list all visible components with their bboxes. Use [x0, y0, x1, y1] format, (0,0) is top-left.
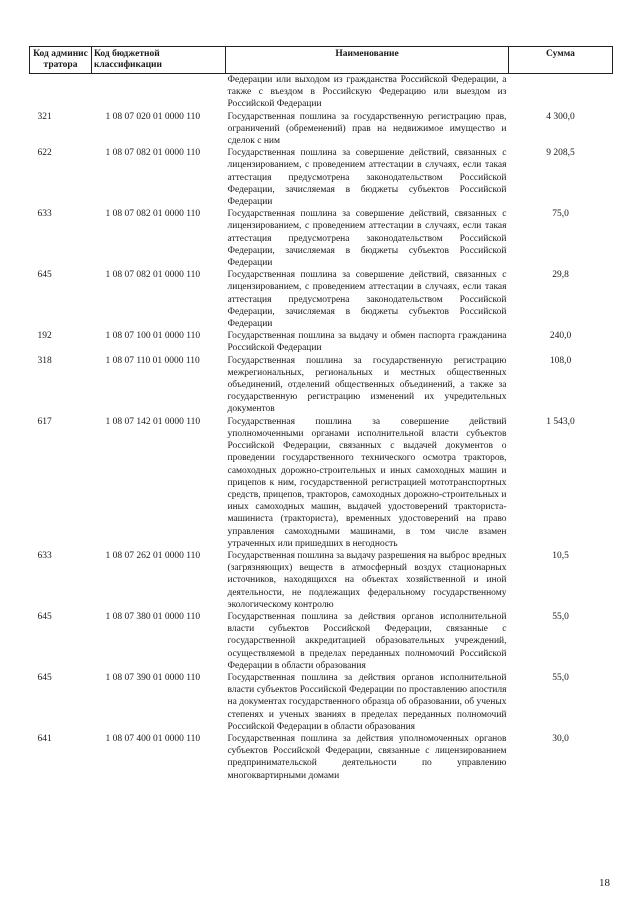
name-cell: Государственная пошлина за выдачу и обмен паспорта гражданина Российской Федерации — [227, 331, 507, 354]
name-cell: Государственная пошлина за государственную регистрацию межрегиональных, региональных и местных общественных объединений, отделений общественных объединений, а также за государственную регистрацию изменений их учредительных документов — [227, 355, 507, 415]
name-cell: Государственная пошлина за государственную регистрацию прав, ограничений (обременений) прав на недвижимое имущество и сделок с ним — [227, 111, 507, 147]
table-row — [30, 147, 613, 208]
amount-cell: 29,8 — [552, 270, 569, 281]
header-admin-code: Код админис тратора — [30, 47, 92, 74]
budget-code-cell: 1 08 07 380 01 0000 110 — [105, 611, 201, 622]
table-row — [30, 269, 613, 330]
amount-cell: 75,0 — [552, 209, 569, 220]
header-budget-code: Код бюджетной классификации — [92, 47, 226, 74]
table-row — [30, 330, 613, 354]
budget-code-cell: 1 08 07 142 01 0000 110 — [105, 416, 201, 427]
admin-code-cell: 192 — [37, 331, 52, 342]
name-cell: Государственная пошлина за действия уполномоченных органов субъектов Российской Федерации, связанные с лицензированием предпринимательской деятельности по управлению многоквартирными домами — [227, 733, 507, 781]
budget-code-cell: 1 08 07 400 01 0000 110 — [105, 733, 201, 744]
budget-code-cell: 1 08 07 082 01 0000 110 — [105, 270, 201, 281]
name-cell: Государственная пошлина за совершение действий уполномоченными органами исполнительной власти субъектов Российской Федерации, связанных с выдачей документов о проведении государственного технического осмотра тракторов, самоходных дорожно-строительных и иных самоходных машин и прицепов к ним, государственной регистрацией мототранспортных средств, прицепов, тракторов, самоходных дорожно-строительных и иных самоходных машин, выдачей удостоверений тракториста-машиниста (тракториста), временных удостоверений на право управления самоходными машинами, в том числе взамен утраченных или пришедших в негодность — [227, 416, 507, 549]
table-header-row — [30, 47, 613, 74]
table-row — [30, 550, 613, 611]
budget-code-cell: 1 08 07 100 01 0000 110 — [105, 331, 201, 342]
admin-code-cell: 645 — [37, 672, 52, 683]
amount-cell: 240,0 — [549, 331, 572, 342]
amount-cell: 108,0 — [549, 355, 572, 366]
table-row — [30, 416, 613, 550]
header-amount: Сумма — [509, 47, 613, 74]
admin-code-cell: 641 — [37, 733, 52, 744]
name-cell: Государственная пошлина за выдачу разрешения на выброс вредных (загрязняющих) веществ в атмосферный воздух стационарных источников, находящихся на объектах хозяйственной и иной деятельности, не подлежащих федеральному государственному экологическому контролю — [227, 550, 507, 610]
name-cell: Государственная пошлина за совершение действий, связанных с лицензированием, с проведением аттестации в случаях, если такая аттестация предусмотрена законодательством Российской Федерации, зачисляемая в бюджеты субъектов Российской Федерации — [227, 148, 507, 208]
budget-code-cell: 1 08 07 262 01 0000 110 — [105, 550, 201, 561]
budget-revenue-table — [29, 46, 613, 782]
table-row — [30, 672, 613, 733]
amount-cell: 30,0 — [552, 733, 569, 744]
table-row — [30, 111, 613, 148]
table-row — [30, 208, 613, 269]
name-cell: Государственная пошлина за совершение действий, связанных с лицензированием, с проведением аттестации в случаях, если такая аттестация предусмотрена законодательством Российской Федерации, зачисляемая в бюджеты субъектов Российской Федерации — [227, 270, 507, 330]
admin-code-cell: 622 — [37, 148, 52, 159]
admin-code-cell: 633 — [37, 209, 52, 220]
budget-code-cell: 1 08 07 082 01 0000 110 — [105, 209, 201, 220]
admin-code-cell: 318 — [37, 355, 52, 366]
amount-cell: 55,0 — [552, 611, 569, 622]
budget-code-cell: 1 08 07 020 01 0000 110 — [105, 111, 201, 122]
name-cell: Государственная пошлина за совершение действий, связанных с лицензированием, с проведением аттестации в случаях, если такая аттестация предусмотрена законодательством Российской Федерации, зачисляемая в бюджеты субъектов Российской Федерации — [227, 209, 507, 269]
admin-code-cell: 645 — [37, 611, 52, 622]
table-row — [30, 733, 613, 782]
amount-cell: 55,0 — [552, 672, 569, 683]
admin-code-cell: 321 — [37, 111, 52, 122]
table-body — [30, 74, 613, 782]
header-name: Наименование — [226, 47, 509, 74]
amount-cell: 10,5 — [552, 550, 569, 561]
page-number: 18 — [599, 877, 610, 889]
budget-code-cell: 1 08 07 390 01 0000 110 — [105, 672, 201, 683]
table-row — [30, 611, 613, 672]
budget-code-cell: 1 08 07 110 01 0000 110 — [105, 355, 200, 366]
amount-cell: 4 300,0 — [546, 111, 575, 122]
continuation-row — [30, 74, 613, 111]
amount-cell: 1 543,0 — [546, 416, 575, 427]
admin-code-cell: 645 — [37, 270, 52, 281]
budget-code-cell: 1 08 07 082 01 0000 110 — [105, 148, 201, 159]
name-cell: Государственная пошлина за действия органов исполнительной власти субъектов Российской Федерации, связанные с государственной аккредитацией образовательных учреждений, осуществляемой в пределах переданных полномочий Российской Федерации в области образования — [227, 611, 507, 671]
table-row — [30, 355, 613, 416]
continuation-text: Федерации или выходом из гражданства Российской Федерации, а также с въездом в Российскую Федерацию или выездом из Российской Федерации — [227, 75, 507, 110]
admin-code-cell: 633 — [37, 550, 52, 561]
name-cell: Государственная пошлина за действия органов исполнительной власти субъектов Российской Федерации по проставлению апостиля на документах государственного образца об образовании, об ученых степенях и ученых званиях в пределах переданных полномочий Российской Федерации в области образования — [227, 672, 507, 732]
amount-cell: 9 208,5 — [546, 148, 575, 159]
admin-code-cell: 617 — [37, 416, 52, 427]
